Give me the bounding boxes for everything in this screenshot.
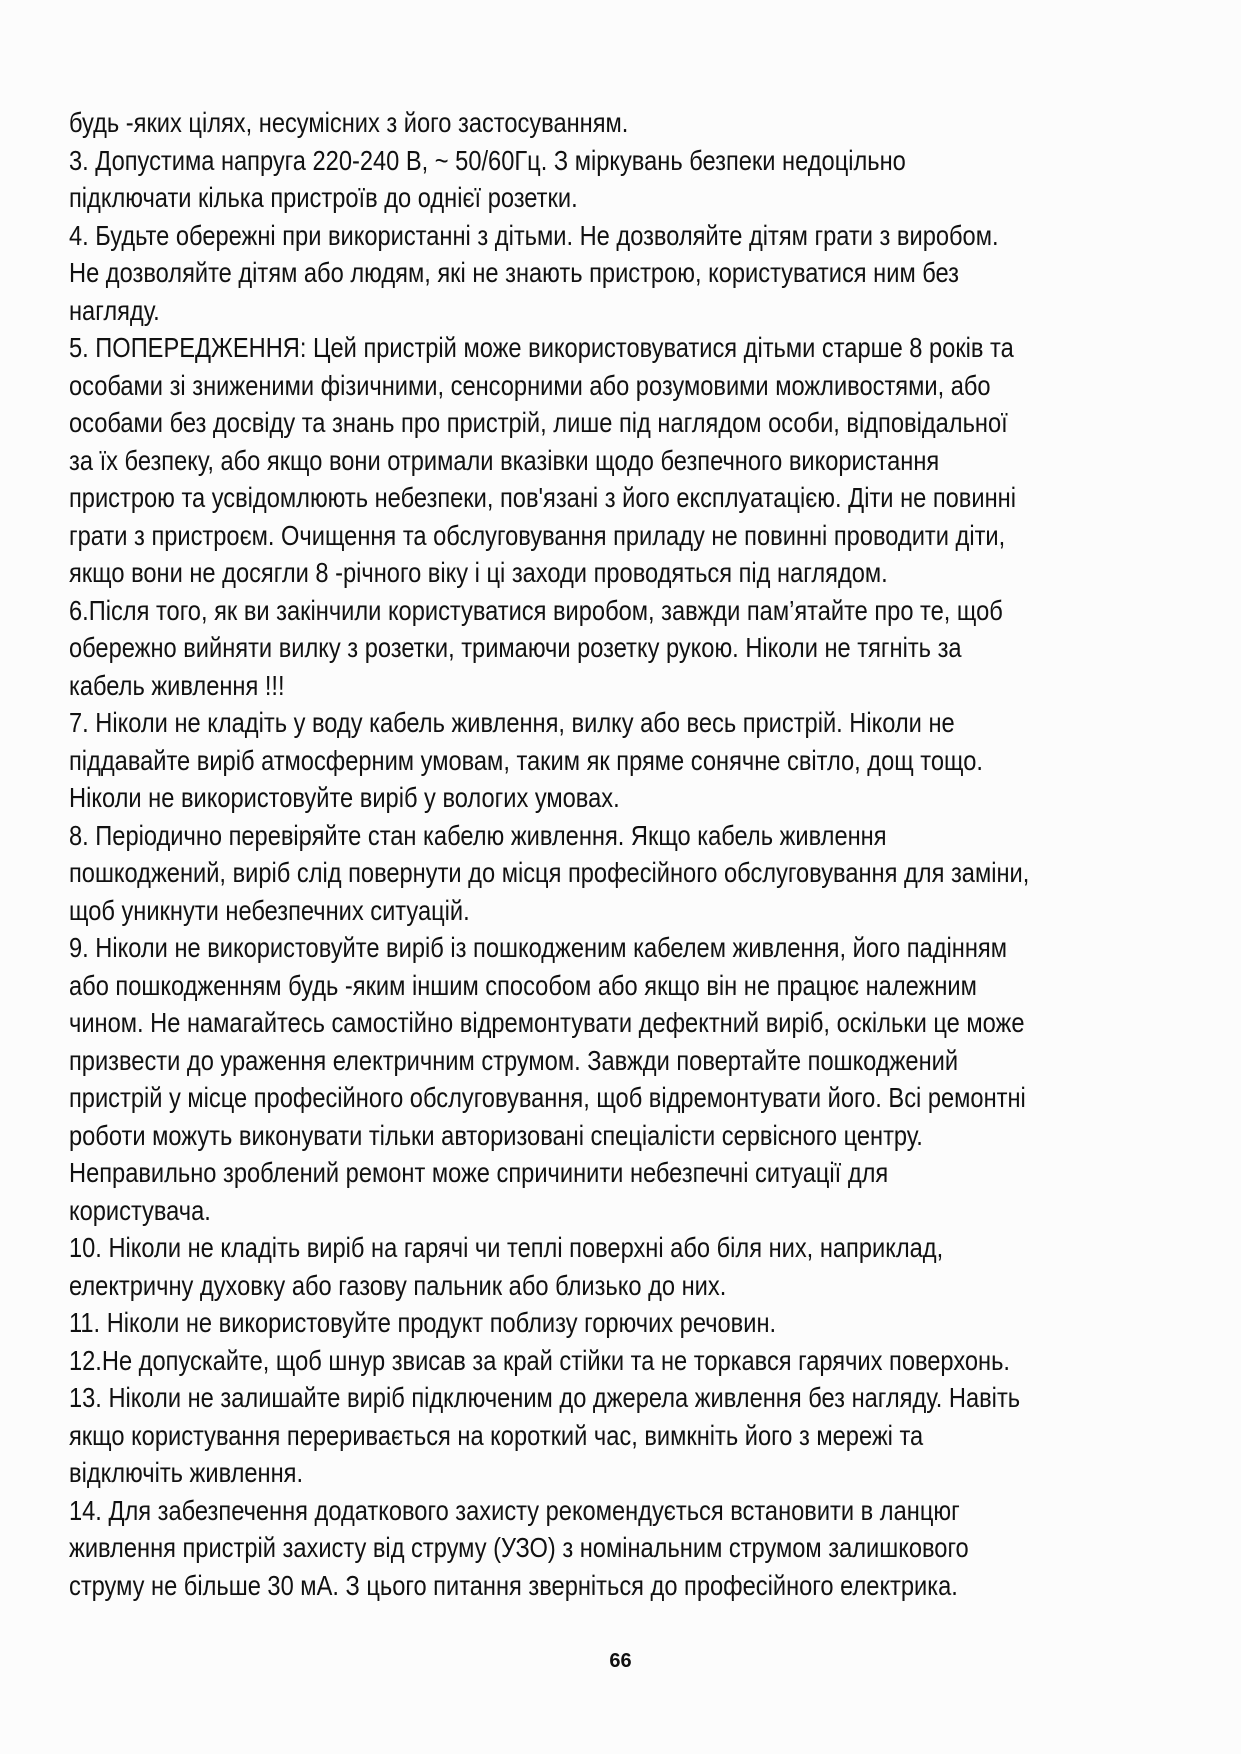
text-line: пристрій у місце професійного обслуговування, щоб відремонтувати його. Всі ремонтні — [69, 1082, 1026, 1113]
text-line: 10. Ніколи не кладіть виріб на гарячі чи теплі поверхні або біля них, наприклад, — [69, 1232, 944, 1263]
text-line: 7. Ніколи не кладіть у воду кабель живлення, вилку або весь пристрій. Ніколи не — [69, 707, 955, 738]
text-line: 5. ПОПЕРЕДЖЕННЯ: Цей пристрій може використовуватися дітьми старше 8 років та — [69, 332, 1014, 363]
text-line: підключати кілька пристроїв до однієї розетки. — [69, 182, 578, 213]
text-line: роботи можуть виконувати тільки авторизовані спеціалісти сервісного центру. — [69, 1119, 923, 1151]
text-line: призвести до ураження електричним струмом. Завжди повертайте пошкоджений — [69, 1044, 959, 1076]
instructions-text — [69, 104, 1189, 1604]
text-line: 6.Після того, як ви закінчили користуватися виробом, завжди пам’ятайте про те, щоб — [69, 594, 1003, 626]
text-line: 3. Допустима напруга 220-240 В, ~ 50/60Гц. З міркувань безпеки недоцільно — [69, 144, 906, 176]
text-line: грати з пристроєм. Очищення та обслуговування приладу не повинні проводити діти, — [69, 519, 1006, 551]
text-line: Не дозволяйте дітям або людям, які не знають пристрою, користуватися ним без — [69, 257, 960, 288]
text-line: 13. Ніколи не залишайте виріб підключеним до джерела живлення без нагляду. Навіть — [69, 1382, 1021, 1413]
text-line: пошкоджений, виріб слід повернути до місця професійного обслуговування для заміни, — [69, 857, 1030, 888]
text-line: 8. Періодично перевіряйте стан кабелю живлення. Якщо кабель живлення — [69, 819, 887, 851]
text-line: чином. Не намагайтесь самостійно відремонтувати дефектний виріб, оскільки це може — [69, 1007, 1025, 1038]
text-line: якщо вони не досягли 8 -річного віку і ці заходи проводяться під наглядом. — [69, 557, 888, 588]
text-line: 9. Ніколи не використовуйте виріб із пошкодженим кабелем живлення, його падінням — [69, 932, 1008, 963]
text-line: щоб уникнути небезпечних ситуацій. — [69, 894, 470, 926]
text-line: якщо користування переривається на короткий час, вимкніть його з мережі та — [69, 1419, 924, 1451]
text-line: 14. Для забезпечення додаткового захисту рекомендується встановити в ланцюг — [69, 1494, 960, 1526]
text-line: користувача. — [69, 1194, 211, 1226]
text-line: або пошкодженням будь -яким іншим способом або якщо він не працює належним — [69, 969, 977, 1001]
text-line: обережно вийняти вилку з розетки, тримаючи розетку рукою. Ніколи не тягніть за — [69, 632, 962, 663]
text-line: електричну духовку або газову пальник або близько до них. — [69, 1269, 727, 1301]
text-line: будь -яких цілях, несумісних з його застосуванням. — [69, 107, 629, 138]
text-line: струму не більше 30 мА. З цього питання зверніться до професійного електрика. — [69, 1569, 958, 1601]
text-line: пристрою та усвідомлюють небезпеки, пов'язані з його експлуатацією. Діти не повинні — [69, 482, 1016, 513]
text-line: за їх безпеку, або якщо вони отримали вказівки щодо безпечного використання — [69, 444, 940, 476]
page-number: 66 — [609, 1650, 632, 1672]
text-line: нагляду. — [69, 294, 160, 326]
text-line: кабель живлення !!! — [69, 669, 285, 701]
text-line: 12.Не допускайте, щоб шнур звисав за край стійки та не торкався гарячих поверхонь. — [69, 1344, 1011, 1376]
text-line: піддавайте виріб атмосферним умовам, таким як пряме сонячне світло, дощ тощо. — [69, 744, 983, 776]
text-line: Ніколи не використовуйте виріб у вологих умовах. — [69, 782, 620, 813]
text-line: 11. Ніколи не використовуйте продукт поблизу горючих речовин. — [69, 1307, 777, 1338]
text-line: особами зі зниженими фізичними, сенсорними або розумовими можливостями, або — [69, 369, 991, 401]
text-line: живлення пристрій захисту від струму (УЗО) з номінальним струмом залишкового — [69, 1532, 969, 1563]
text-line: відключіть живлення. — [69, 1457, 304, 1488]
text-line: Неправильно зроблений ремонт може спричинити небезпечні ситуації для — [69, 1157, 889, 1188]
text-line: особами без досвіду та знань про пристрій, лише під наглядом особи, відповідальної — [69, 407, 1008, 438]
text-line: 4. Будьте обережні при використанні з дітьми. Не дозволяйте дітям грати з виробом. — [69, 219, 999, 251]
